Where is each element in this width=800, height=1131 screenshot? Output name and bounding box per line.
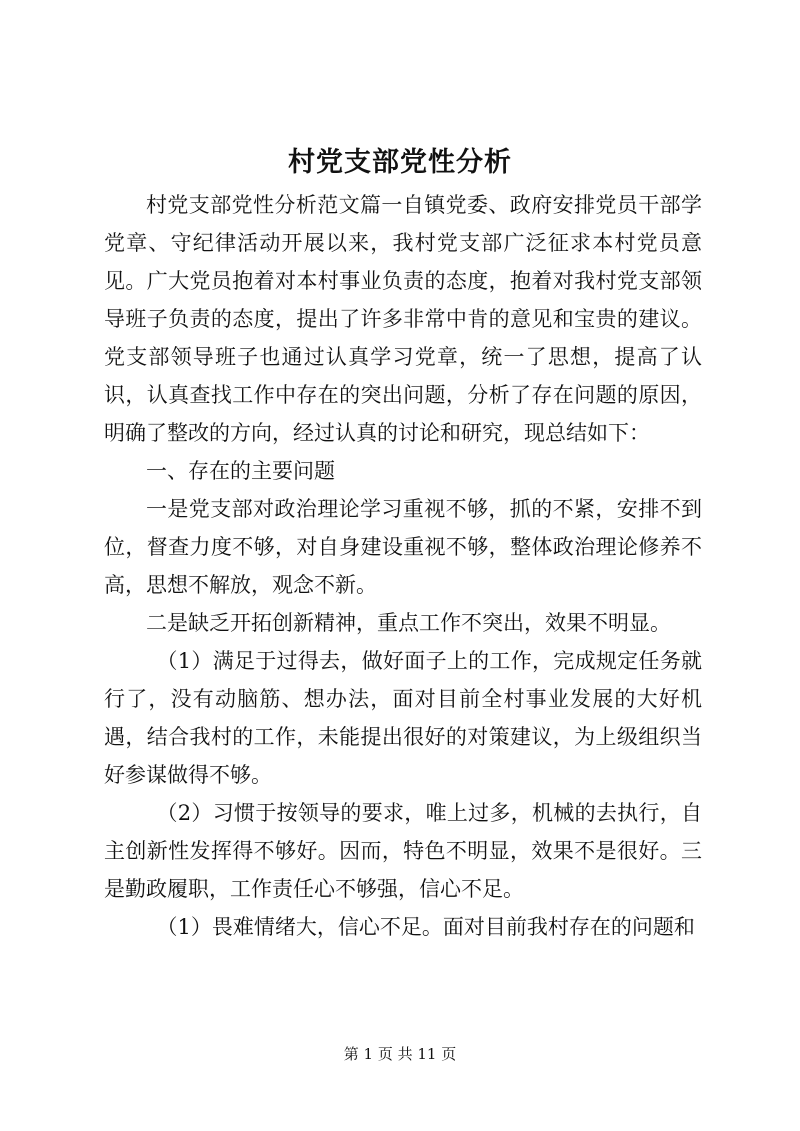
paragraph-problem-two: 二是缺乏开拓创新精神，重点工作不突出，效果不明显。: [146, 611, 671, 635]
paragraph-intro: 村党支部党性分析范文篇一自镇党委、政府安排党员干部学党章、守纪律活动开展以来，我村党支部广泛征求本村党员意见。广大党员抱着对本村事业负责的态度，抱着对我村党支部领导班子负责的态度，提出了许多非常中肯的意见和宝贵的建议。党支部领导班子也通过认真学习党章，统一了思想，提高了认识，认真查找工作中存在的突出问题，分析了存在问题的原因，明确了整改的方向，经过认真的讨论和研究，现总结如下：: [104, 193, 702, 445]
page-footer: 第 1 页 共 11 页: [343, 1045, 457, 1063]
document-body: [104, 186, 702, 946]
paragraph-item-1: （1）满足于过得去，做好面子上的工作，完成规定任务就行了，没有动脑筋、想办法，面对目前全村事业发展的大好机遇，结合我村的工作，未能提出很好的对策建议，为上级组织当好参谋做得不够。: [104, 649, 702, 787]
paragraph-item-2: （2）习惯于按领导的要求，唯上过多，机械的去执行，自主创新性发挥得不够好。因而，特色不明显，效果不是很好。三是勤政履职，工作责任心不够强，信心不足。: [104, 801, 702, 901]
document-title: 村党支部党性分析: [288, 147, 512, 178]
paragraph-problem-one: 一是党支部对政治理论学习重视不够，抓的不紧，安排不到位，督查力度不够，对自身建设重视不够，整体政治理论修养不高，思想不解放，观念不新。: [104, 497, 702, 597]
paragraph-item-3: （1）畏难情绪大，信心不足。面对目前我村存在的问题和: [156, 915, 695, 939]
section-heading: 一、存在的主要问题: [146, 459, 335, 483]
